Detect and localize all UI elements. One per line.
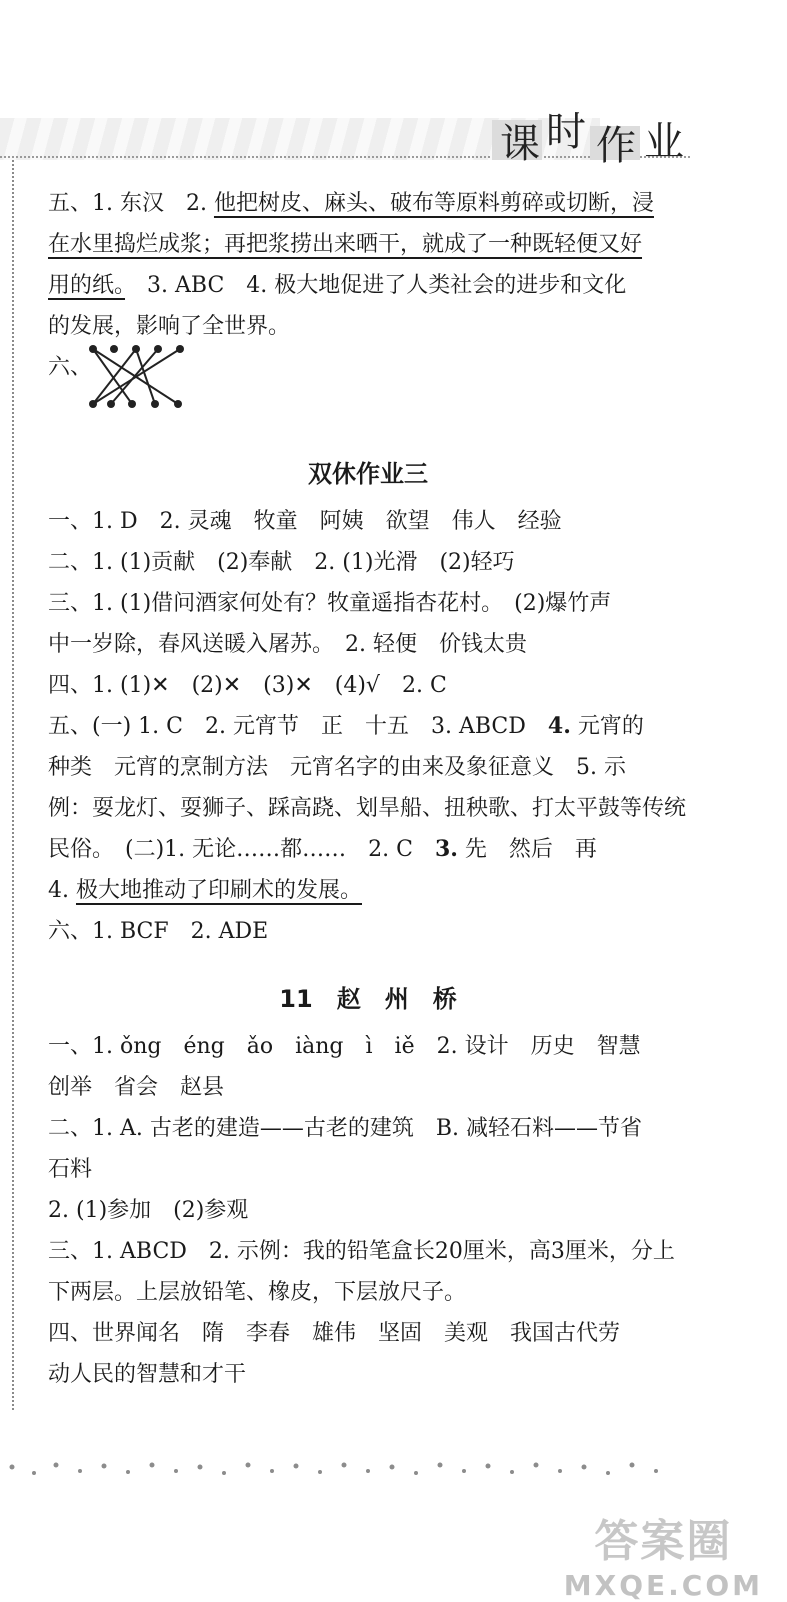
answer-line: 的发展，影响了全世界。 (48, 314, 291, 339)
answer-line: 一、1. ǒng éng ǎo iàng ì iě 2. 设计 历史 智慧 (48, 1034, 641, 1059)
answer-line: 石料 (48, 1157, 93, 1182)
question-label: 六、 (48, 355, 93, 380)
footer-dotted-decoration (0, 1455, 680, 1485)
section-title: 双休作业三 (308, 460, 428, 488)
answer-line: 中一岁除，春风送暖入屠苏。 2. 轻便 价钱太贵 (48, 632, 527, 657)
watermark-logo-text: 答案圈 (594, 1516, 733, 1567)
answer-line: 用的纸。 3. ABC 4. 极大地促进了人类社会的进步和文化 (48, 273, 627, 298)
answer-line: 创举 省会 赵县 (48, 1075, 225, 1100)
header-char: 业 (644, 119, 684, 165)
match-dot (128, 400, 136, 408)
spacer (48, 427, 688, 447)
watermark (564, 1505, 763, 1602)
match-dot (174, 400, 182, 408)
answer-line: 4. 极大地推动了印刷术的发展。 (48, 878, 362, 903)
match-dot (89, 345, 97, 353)
underlined-answer: 用的纸。 (48, 273, 126, 298)
answer-line: 动人民的智慧和才干 (48, 1362, 247, 1387)
match-dot (89, 400, 97, 408)
answer-line: 六、1. BCF 2. ADE (48, 919, 269, 944)
underlined-answer: 他把树皮、麻头、破布等原料剪碎或切断，浸 (213, 191, 654, 216)
answer-content (48, 183, 688, 1395)
spacer (48, 952, 688, 972)
matching-lines-diagram (88, 341, 188, 421)
answer-line: 三、1. (1)借问酒家何处有？牧童遥指杏花村。 (2)爆竹声 (48, 591, 612, 616)
underlined-answer: 在水里捣烂成浆；再把浆捞出来晒干，就成了一种既轻便又好 (48, 232, 643, 257)
answer-line: 五、(一) 1. C 2. 元宵节 正 十五 3. ABCD 4. 元宵的 (48, 713, 644, 739)
header-char: 作 (596, 123, 636, 169)
match-dot (110, 345, 118, 353)
section-title: 11 赵 州 桥 (279, 985, 457, 1013)
answer-line: 二、1. A. 古老的建造——古老的建筑 B. 减轻石料——节省 (48, 1116, 643, 1141)
answer-line: 四、世界闻名 隋 李春 雄伟 坚固 美观 我国古代劳 (48, 1321, 621, 1346)
matching-answer (48, 347, 688, 427)
answer-line: 种类 元宵的烹制方法 元宵名字的由来及象征意义 5. 示 (48, 755, 626, 780)
answer-line (48, 224, 688, 265)
answer-line: 2. (1)参加 (2)参观 (48, 1198, 249, 1223)
answer-line: 民俗。 (二)1. 无论……都…… 2. C 3. 先 然后 再 (48, 836, 597, 862)
match-dot (176, 345, 184, 353)
match-line (111, 349, 158, 404)
answer-line: 五、1. 东汉 2. 他把树皮、麻头、破布等原料剪碎或切断，浸 (48, 191, 654, 216)
answer-line: 一、1. D 2. 灵魂 牧童 阿姨 欲望 伟人 经验 (48, 509, 562, 534)
header-title (492, 100, 692, 169)
answer-line: 二、1. (1)贡献 (2)奉献 2. (1)光滑 (2)轻巧 (48, 550, 515, 575)
left-dotted-margin (12, 160, 14, 1410)
answer-line: 三、1. ABCD 2. 示例：我的铅笔盒长20厘米，高3厘米，分上 (48, 1239, 675, 1264)
header-char: 时 (546, 109, 586, 155)
match-dot (132, 345, 140, 353)
header-char: 课 (500, 121, 540, 167)
match-dot (154, 345, 162, 353)
answer-line: 例：耍龙灯、耍狮子、踩高跷、划旱船、扭秧歌、打太平鼓等传统 (48, 796, 687, 821)
underlined-answer: 极大地推动了印刷术的发展。 (75, 878, 362, 903)
answer-line: 下两层。上层放铅笔、橡皮，下层放尺子。 (48, 1280, 467, 1305)
match-dot (107, 400, 115, 408)
answer-line: 四、1. (1)✕ (2)✕ (3)✕ (4)√ 2. C (48, 673, 447, 698)
watermark-url: MXQE.COM (563, 1569, 763, 1602)
match-dot (151, 400, 159, 408)
